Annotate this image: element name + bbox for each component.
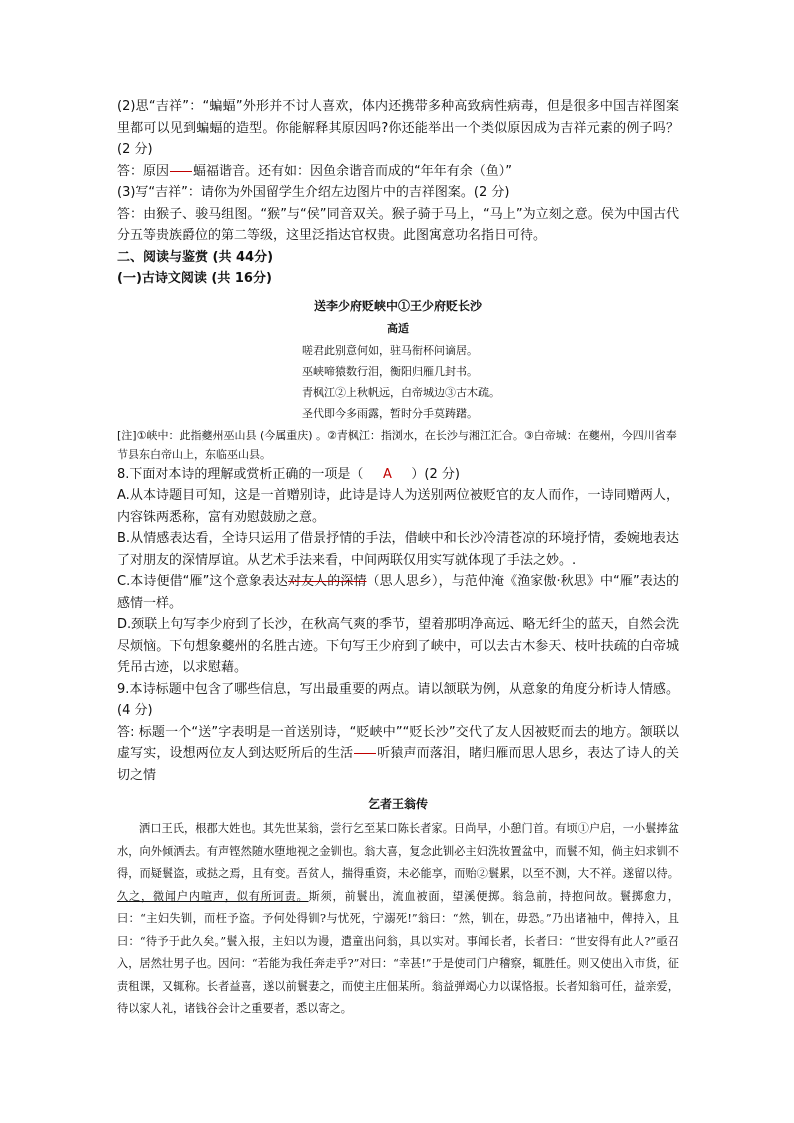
classic-title: 乞者王翁传 <box>367 797 428 811</box>
q8-stem <box>117 464 679 486</box>
q8-answer: A <box>382 466 392 482</box>
q8-option-a: A.从本诗题目可知，这是一首赠别诗，此诗是诗人为送别两位被贬官的友人而作，一诗同赠两人，内容铢两悉称，富有劝慰鼓励之意。 <box>117 488 679 525</box>
q8-option-c <box>117 571 679 614</box>
q8-option-c-struck: 对友人的深情 <box>287 574 367 589</box>
q9-question: 9.本诗标题中包含了哪些信息，写出最重要的两点。请以颔联为例，从意象的角度分析诗人情感。(4 分) <box>117 681 679 718</box>
q8-stem-part-a: 8.下面对本诗的理解或赏析正确的一项是（ <box>117 466 364 482</box>
classic-paragraph <box>117 818 679 1021</box>
poem-line: 青枫江②上秋帆远，白帝城边③古木疏。 <box>302 385 500 399</box>
q3-question: (3)写“吉祥”：请你为外国留学生介绍左边图片中的吉祥图案。(2 分) <box>117 185 510 200</box>
poem-line: 巫峡啼猿数行泪，衡阳归雁几封书。 <box>302 364 478 378</box>
classic-underlined: 久之，微闻户内喧声，似有所诃责。 <box>117 889 309 903</box>
q8-option-d: D.颈联上句写李少府到了长沙，在秋高气爽的季节，望着那明净高远、略无纤尘的蓝天，自然会洗尽烦恼。下句想象夔州的名胜古迹。下句写王少府到了峡中，可以去古木参天、枝叶扶疏的白帝城凭吊古迹，以求慰藉。 <box>117 617 679 675</box>
subsection-heading: (一)古诗文阅读 (共 16分) <box>117 271 272 286</box>
q8-stem-part-b: ）(2 分) <box>411 466 460 482</box>
classic-text-1: 洒口王氏，根郡大姓也。其先世某翁，尝行乞至某口陈长者家。日尚早，小憩门首。有顷①户启，一小鬟捧盆水，向外倾洒去。有声铿然随水堕地视之金钏也。翁大喜，复念此钏必主妇洗妆置盆中，而鬟不知，倘主妇求钏不得，而疑鬟盗，或挞之焉，且有变。吾贫人，揣得重资，未必能享，而贻②鬟累，以至不测，大不祥。遂留以待。 <box>117 822 679 880</box>
q3-answer: 答：由猴子、骏马组图。“猴”与“侯”同音双关。猴子骑于马上，“马上”为立刻之意。侯为中国古代分五等贵族爵位的第二等级，这里泛指达官权贵。此图寓意功名指日可待。 <box>117 206 679 243</box>
q8-option-b: B.从情感表达看，全诗只运用了借景抒情的手法，借峡中和长沙冷清苍凉的环境抒情，委婉地表达了对朋友的深情厚谊。从艺术手法来看，中间两联仅用实写就体现了手法之妙。. <box>117 531 679 568</box>
q9-answer <box>117 722 679 787</box>
poem-title: 送李少府贬峡中①王少府贬长沙 <box>313 298 482 313</box>
q2-answer <box>117 161 679 183</box>
section-heading: 二、阅读与鉴赏 (共 44分) <box>117 249 274 265</box>
q9-answer-part-b: 听猿声而落泪，睹归雁而思人思乡，表达了诗人的关切之情 <box>117 746 679 783</box>
q2-question: (2)思“吉祥”：“蝙蝠”外形并不讨人喜欢，体内还携带多种高致病性病毒，但是很多中国吉祥图案里都可以见到蝙蝠的造型。你能解释其原因吗?你还能举出一个类似原因成为吉祥元素的例子吗？(2 分) <box>117 99 679 157</box>
poem-line: 圣代即今多雨露，暂时分手莫踌躇。 <box>302 406 478 420</box>
classic-text-2: 斯须，前鬟出，流血被面，望溪便掷。翁急前，持抱问故。鬟掷愈力，曰：“主妇失钏，而枉予盗。予何处得钏?与忧死，宁溺死!”翁曰：“然，钏在，毋恐。”乃出诸袖中，俾持入，且曰：“待予于此久矣。”鬟入报，主妇以为谩，遣童出问翁，具以实对。事闻长者，长者曰：“世安得有此人?”亟召入，居然壮男子也。因问：“若能为我任奔走乎?”对曰：“幸甚!”于是使司门户稽察，辄胜任。则又使出入市货，征责租课，又辄称。长者益喜，遂以前鬟妻之，而使主庄佃某所。翁益弹竭心力以谋恪报。长者知翁可任，益亲爱，待以家人礼，诸钱谷会计之重要者，悉以寄之。 <box>117 889 679 1015</box>
poem-line: 嗟君此别意何如，驻马衔杯问谪居。 <box>302 343 478 357</box>
poem-note: [注]①峡中：此指夔州巫山县 (今属重庆) 。②青枫江：指浏水，在长沙与湘江汇合。③白帝城：在夔州，今四川省奉节县东白帝山上，东临巫山县。 <box>117 428 677 461</box>
q2-answer-part-a: 答：原因 <box>117 163 170 179</box>
q8-option-c-part-a: C.本诗便借“雁”这个意象表达 <box>117 574 288 589</box>
document-page <box>117 96 679 1021</box>
q2-answer-part-b: 蝠福谐音。还有如：因鱼余谐音而成的“年年有余（鱼）” <box>193 163 512 179</box>
poem-author: 高适 <box>387 321 409 335</box>
q9-answer-part-a: 答: 标题一个“送”字表明是一首送别诗，“贬峡中”“贬长沙”交代了友人因被贬而去的地方。颔联以虚写实，设想两位友人到达贬所后的生活 <box>117 724 679 761</box>
red-dash <box>170 171 192 172</box>
q8-option-c-part-b: （思人思乡），与范仲淹《渔家傲·秋思》中“雁”表达的感情一样。 <box>117 574 679 611</box>
red-dash <box>354 753 376 754</box>
